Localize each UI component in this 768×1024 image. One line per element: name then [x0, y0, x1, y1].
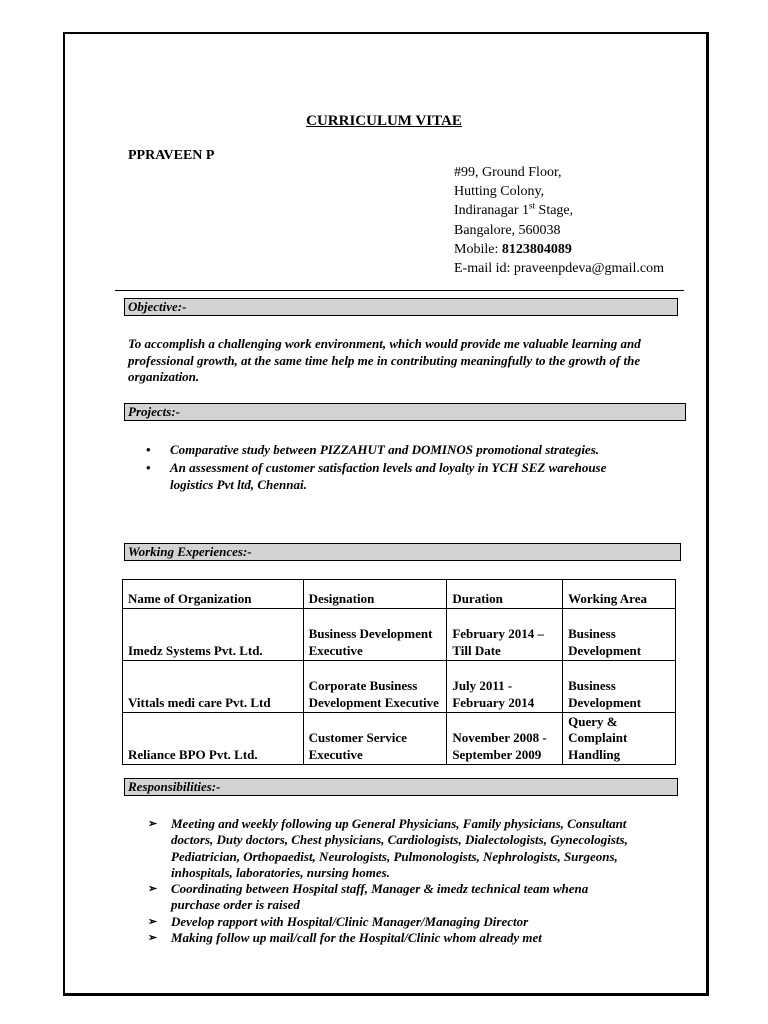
header-duration: Duration [447, 580, 563, 609]
address-line-2: Hutting Colony, [454, 184, 545, 200]
cell-organization: Vittals medi care Pvt. Ltd [123, 661, 304, 713]
project-item [146, 459, 616, 493]
candidate-name: PPRAVEEN P [128, 148, 215, 163]
header-organization: Name of Organization [123, 580, 304, 609]
responsibility-item [148, 881, 638, 914]
cell-organization: Imedz Systems Pvt. Ltd. [123, 609, 304, 661]
cell-working-area: Business Development [563, 609, 676, 661]
cell-duration: November 2008 - September 2009 [447, 713, 563, 765]
responsibility-text: Making follow up mail/call for the Hospital/Clinic whom already met [171, 930, 542, 946]
objective-text: To accomplish a challenging work environment, which would provide me valuable learning and professional growth, at the same time help me in contributing meaningfully to the growth of the organization. [128, 336, 641, 384]
cell-organization: Reliance BPO Pvt. Ltd. [123, 713, 304, 765]
arrow-bullet-icon: ➢ [148, 818, 158, 830]
project-text: An assessment of customer satisfaction levels and loyalty in YCH SEZ warehouse logistics Pvt ltd, Chennai. [170, 460, 607, 492]
cell-duration: July 2011 - February 2014 [447, 661, 563, 713]
table-row [123, 713, 676, 765]
arrow-bullet-icon: ➢ [148, 915, 158, 928]
responsibilities-list [148, 816, 638, 946]
project-text: Comparative study between PIZZAHUT and DOMINOS promotional strategies. [170, 442, 600, 457]
table-row [123, 609, 676, 661]
address-line-4: Bangalore, 560038 [454, 222, 561, 238]
address-line-1: #99, Ground Floor, [454, 165, 562, 180]
responsibilities-heading: Responsibilities:- [124, 778, 678, 796]
mobile-line [454, 240, 664, 259]
cell-working-area: Query & Complaint Handling [563, 713, 676, 765]
responsibility-text: Develop rapport with Hospital/Clinic Manager/Managing Director [171, 913, 529, 929]
cell-duration: February 2014 – Till Date [447, 609, 563, 661]
address-line-3-end: Stage, [535, 203, 574, 219]
experience-table [122, 579, 676, 765]
responsibility-item [148, 816, 638, 881]
projects-list [146, 441, 616, 494]
header-divider [115, 290, 684, 291]
mobile-label: Mobile: [454, 241, 502, 257]
responsibility-text: Meeting and weekly following up General Physicians, Family physicians, Consultant doctors, Duty doctors, Chest physicians, Cardiologists, Dialectologists, Gynecologists, Pediatrician, Orthopaedist, Neurologists, Pulmonologists, Nephrologists, Surgeons, inhospitals, laboratories, nursing homes. [171, 816, 628, 880]
experience-heading: Working Experiences:- [124, 543, 681, 561]
responsibility-text: Coordinating between Hospital staff, Manager & imedz technical team whena purchase order is raised [171, 881, 589, 913]
contact-address [454, 163, 664, 278]
arrow-bullet-icon: ➢ [148, 932, 158, 945]
arrow-bullet-icon: ➢ [148, 883, 158, 896]
cell-designation: Business Development Executive [303, 609, 447, 661]
cell-working-area: Business Development [563, 661, 676, 713]
header-working-area: Working Area [563, 580, 676, 609]
address-line-3-main: Indiranagar 1 [454, 203, 530, 219]
email-label: E-mail id: [454, 261, 514, 277]
project-item [146, 441, 616, 458]
address-line-3 [454, 201, 664, 220]
bullet-icon: • [146, 442, 151, 457]
bullet-icon: • [146, 460, 151, 475]
responsibility-item [148, 930, 638, 946]
projects-heading: Projects:- [124, 403, 686, 421]
cell-designation: Corporate Business Development Executive [303, 661, 447, 713]
table-header-row [123, 580, 676, 609]
header-designation: Designation [303, 580, 447, 609]
objective-heading: Objective:- [124, 298, 678, 316]
email-address: praveenpdeva@gmail.com [513, 261, 665, 277]
ordinal-suffix: st [529, 200, 536, 211]
responsibility-item [148, 914, 638, 930]
document-title: CURRICULUM VITAE [306, 113, 462, 129]
mobile-number: 8123804089 [501, 241, 572, 257]
table-row [123, 661, 676, 713]
email-line [454, 259, 664, 278]
cell-designation: Customer Service Executive [303, 713, 447, 765]
